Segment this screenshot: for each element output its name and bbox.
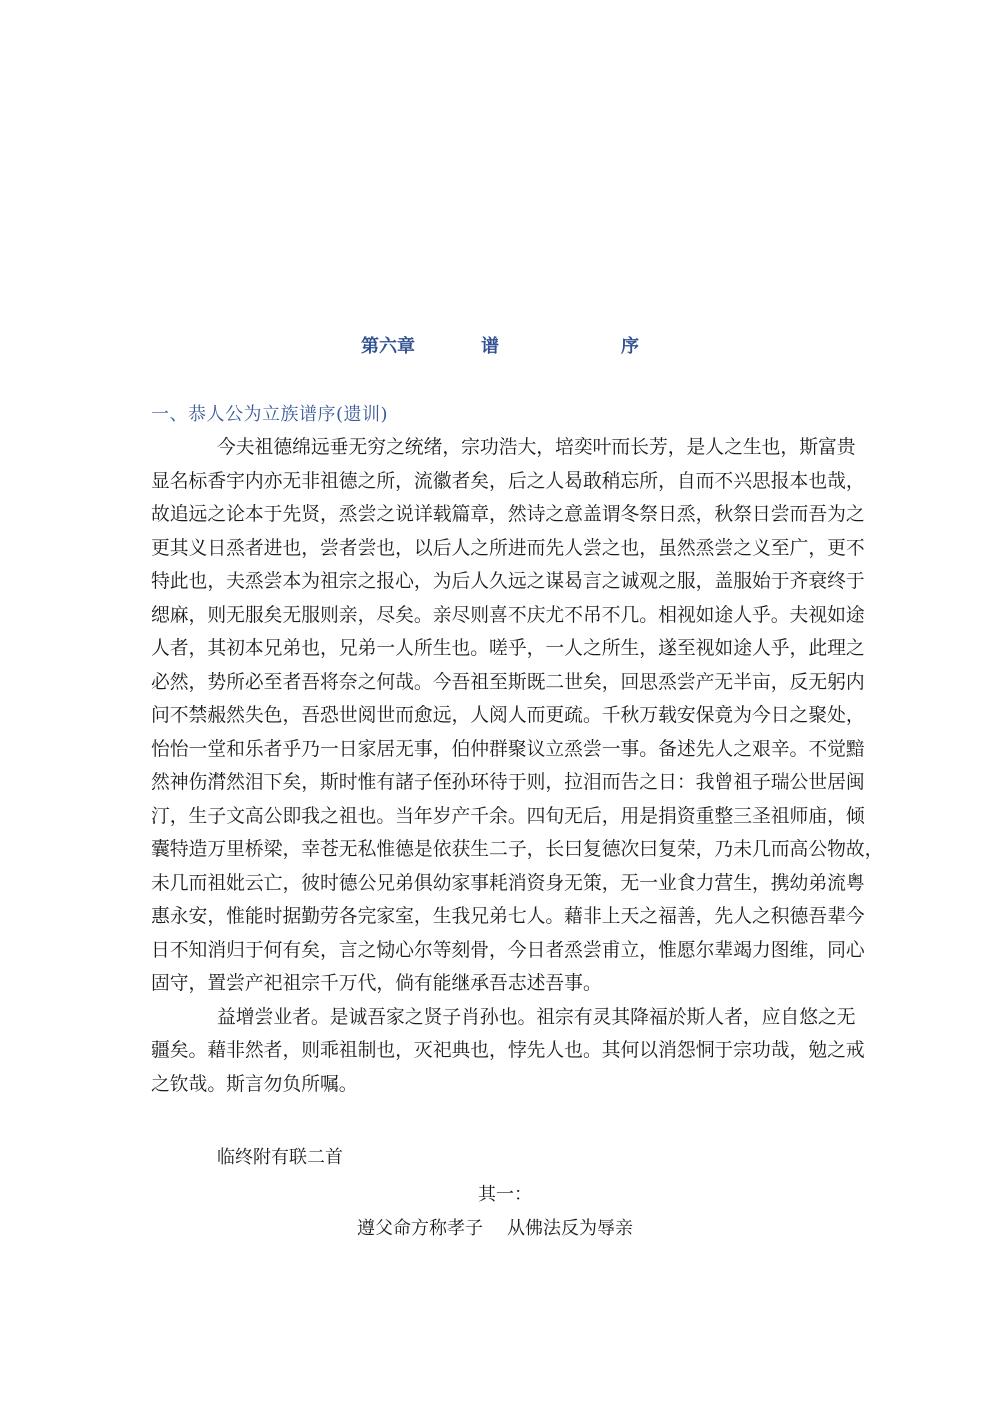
text-line: 之钦哉。斯言勿负所嘱。: [151, 1073, 358, 1095]
text-line: 人者，其初本兄弟也，兄弟一人所生也。嗟乎，一人之所生，遂至视如途人乎，此理之: [151, 638, 865, 659]
text-line: 固守，置尝产祀祖宗千万代，倘有能继承吾志述吾事。: [151, 973, 602, 994]
section-heading: 一、恭人公为立族谱序(遗训): [151, 404, 389, 425]
couplet-intro: 临终附有联二首: [217, 1147, 343, 1168]
text-line: 必然，势所必至者吾将奈之何哉。今吾祖至斯既二世矣，回思烝尝产无半亩，反无躬内: [151, 671, 865, 693]
couplet-lines: [357, 1214, 633, 1240]
paragraph-2: [151, 1001, 865, 1102]
text-line: 日不知消归于何有矣，言之恸心尔等刻骨，今日者烝尝甫立，惟愿尔辈竭力图维，同心: [151, 939, 865, 961]
text-line: 问不禁赧然失色，吾恐世阅世而愈远，人阅人而更疏。千秋万载安保竟为今日之聚处，: [151, 705, 865, 726]
chapter-title-char-1: 谱: [481, 336, 499, 357]
chapter-number: 第六章: [361, 336, 415, 357]
text-line: 缌麻，则无服矣无服则亲，尽矣。亲尽则喜不庆尤不吊不几。相视如途人乎。夫视如途: [151, 604, 865, 626]
text-line: 怡怡一堂和乐者乎乃一日家居无事，伯仲群聚议立烝尝一事。备述先人之艰辛。不觉黯: [151, 738, 865, 760]
text-line: 显名标香宇内亦无非祖德之所，流徽者矣，后之人曷敢稍忘所，自而不兴思报本也哉，: [151, 470, 865, 492]
text-line: 更其义日烝者进也，尝者尝也，以后人之所进而先人尝之也，虽然烝尝之义至广，更不: [151, 537, 865, 559]
couplet-label-text: 其一：: [478, 1184, 532, 1205]
chapter-title-char-2: 序: [621, 336, 639, 357]
text-line: 疆矣。藉非然者，则乖祖制也，灭祀典也，悖先人也。其何以消怨恫于宗功哉，勉之戒: [151, 1040, 865, 1061]
paragraph-1: [151, 431, 884, 1001]
text-line: 今夫祖德绵远垂无穷之统绪，宗功浩大，培奕叶而长芳，是人之生也，斯富贵: [217, 437, 856, 458]
text-line: 惠永安，惟能时据勤劳各完家室，生我兄弟七人。藉非上天之福善，先人之积德吾辈今: [151, 906, 865, 927]
couplet-right-line: 从佛法反为辱亲: [507, 1218, 633, 1239]
couplet-left-line: 遵父命方称孝子: [357, 1218, 483, 1239]
text-line: 益增尝业者。是诚吾家之贤子肖孙也。祖宗有灵其降福於斯人者，应自悠之无: [217, 1006, 856, 1028]
text-line: 囊特造万里桥梁，幸苍无私惟德是依获生二子，长曰复德次曰复荣，乃未几而高公物故，: [151, 839, 884, 860]
text-line: 未几而祖妣云亡，彼时德公兄弟俱幼家事耗消资身无策，无一业食力营生，携幼弟流粤: [151, 872, 865, 894]
couplet-label: [0, 1180, 1000, 1206]
text-line: 汀，生子文高公即我之祖也。当年岁产千余。四旬无后，用是捐资重整三圣祖师庙，倾: [151, 805, 865, 827]
chapter-title: [0, 332, 1000, 360]
text-line: 然神伤潸然泪下矣，斯时惟有諸子侄孙环待于则，拉泪而告之日：我曾祖子瑞公世居闽: [151, 772, 865, 793]
text-line: 故追远之论本于先贤，烝尝之说详载篇章，然诗之意盖谓冬祭日烝，秋祭日尝而吾为之: [151, 504, 865, 525]
body-text: [151, 431, 884, 1101]
text-line: 特此也，夫烝尝本为祖宗之报心，为后人久远之谋曷言之诚观之服，盖服始于齐衰终于: [151, 571, 865, 592]
